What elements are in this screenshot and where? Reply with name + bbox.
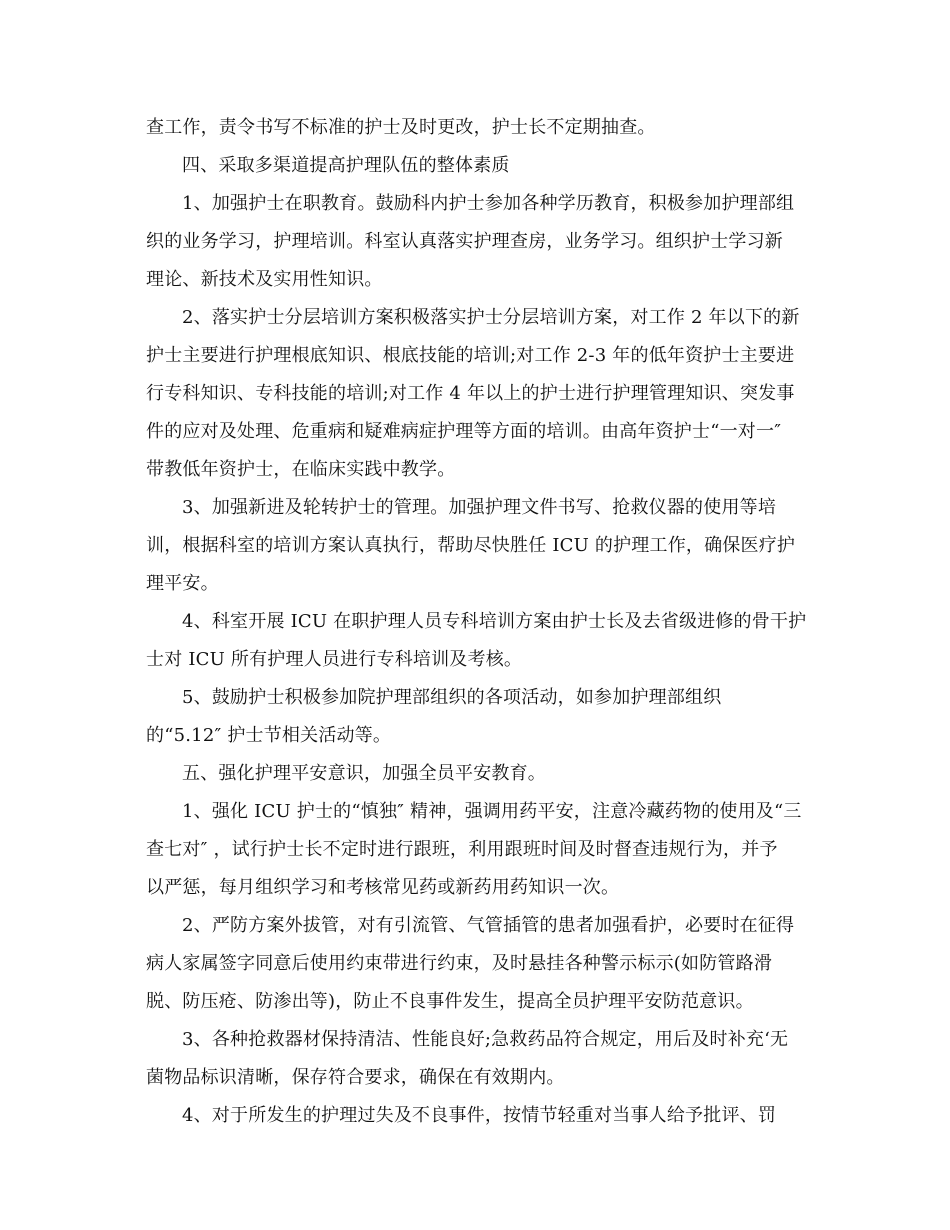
text-line-12: 训，根据科室的培训方案认真执行，帮助尽快胜任 ICU 的护理工作，确保医疗护 [146, 535, 796, 556]
text-line-20: 查七对″ ，试行护士长不定时进行跟班，利用跟班时间及时督查违规行为，并予 [146, 839, 778, 860]
text-line-23: 病人家属签字同意后使用约束带进行约束，及时悬挂各种警示标示(如防管路滑 [146, 953, 773, 974]
text-line-25: 3、各种抢救器材保持清洁、性能良好;急救药品符合规定，用后及时补充‘无 [182, 1029, 789, 1050]
text-line-10: 带教低年资护士，在临床实践中教学。 [146, 459, 456, 480]
text-line-9: 件的应对及处理、危重病和疑难病症护理等方面的培训。由高年资护士“一对一″ [146, 421, 782, 442]
text-line-26: 菌物品标识清晰，保存符合要求，确保在有效期内。 [146, 1067, 565, 1088]
text-line-7: 护士主要进行护理根底知识、根底技能的培训;对工作 2-3 年的低年资护士主要进 [146, 345, 795, 366]
text-line-14: 4、科室开展 ICU 在职护理人员专科培训方案由护士长及去省级进修的骨干护 [182, 611, 807, 632]
text-line-4: 织的业务学习，护理培训。科室认真落实护理查房，业务学习。组织护士学习新 [146, 231, 783, 252]
text-line-6: 2、落实护士分层培训方案积极落实护士分层培训方案，对工作 2 年以下的新 [182, 307, 800, 328]
text-line-19: 1、强化 ICU 护士的“慎独″ 精神，强调用药平安，注意冷藏药物的使用及“三 [182, 801, 802, 822]
text-line-5: 理论、新技术及实用性知识。 [146, 269, 383, 290]
text-line-16: 5、鼓励护士积极参加院护理部组织的各项活动，如参加护理部组织 [182, 687, 722, 708]
text-line-1: 查工作，责令书写不标准的护士及时更改，护士长不定期抽查。 [146, 117, 656, 138]
text-line-27: 4、对于所发生的护理过失及不良事件，按情节轻重对当事人给予批评、罚 [182, 1105, 777, 1126]
text-line-13: 理平安。 [146, 573, 219, 594]
section-heading-5: 五、强化护理平安意识，加强全员平安教育。 [182, 763, 546, 784]
text-line-22: 2、严防方案外拔管，对有引流管、气管插管的患者加强看护，必要时在征得 [182, 915, 795, 936]
text-line-15: 士对 ICU 所有护理人员进行专科培训及考核。 [146, 649, 523, 670]
text-line-24: 脱、防压疮、防渗出等)，防止不良事件发生，提高全员护理平安防范意识。 [146, 991, 754, 1012]
text-line-21: 以严惩，每月组织学习和考核常见药或新药用药知识一次。 [146, 877, 620, 898]
section-heading-4: 四、采取多渠道提高护理队伍的整体素质 [182, 155, 510, 176]
text-line-17: 的“5.12″ 护士节相关活动等。 [146, 725, 392, 746]
text-line-11: 3、加强新进及轮转护士的管理。加强护理文件书写、抢救仪器的使用等培 [182, 497, 777, 518]
text-line-8: 行专科知识、专科技能的培训;对工作 4 年以上的护士进行护理管理知识、突发事 [146, 383, 795, 404]
text-line-3: 1、加强护士在职教育。鼓励科内护士参加各种学历教育，积极参加护理部组 [182, 193, 795, 214]
